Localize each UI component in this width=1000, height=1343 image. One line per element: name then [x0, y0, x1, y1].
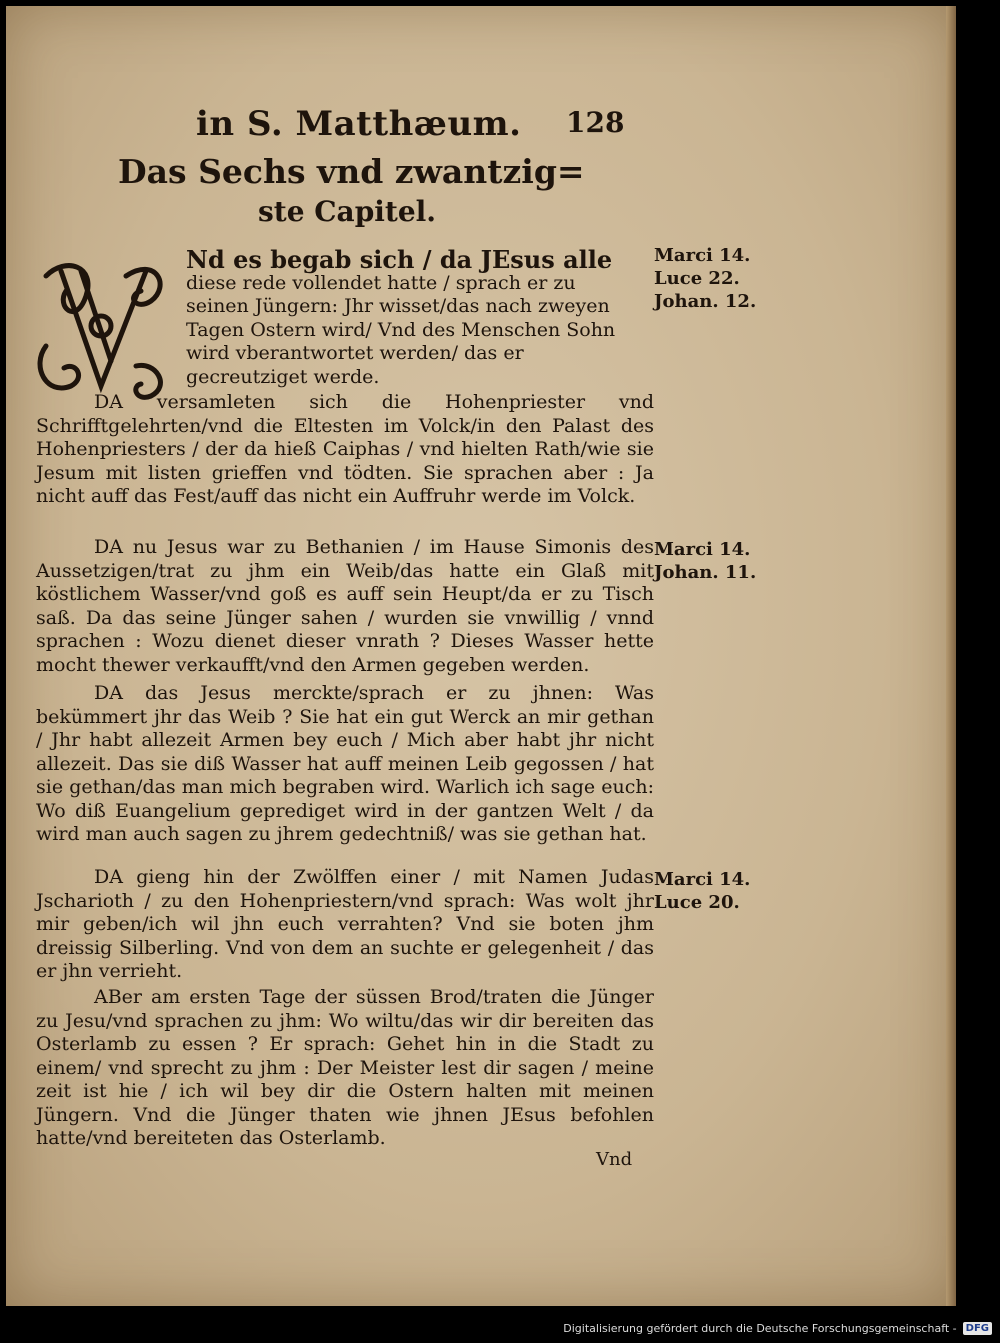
- margin-reference-line: Johan. 12.: [654, 291, 757, 312]
- running-head: in S. Matthæum.: [196, 104, 522, 144]
- paragraph: [36, 682, 654, 847]
- opening-paragraph: [186, 245, 626, 389]
- margin-reference-line: Johan. 11.: [654, 562, 757, 583]
- margin-reference: [654, 868, 750, 914]
- digitization-footer: [563, 1317, 992, 1339]
- paragraph-text: DA das Jesus merckte/sprach er zu jhnen: Was bekümmert jhr das Weib ? Sie hat ein gut Werck an mir gethan / Jhr habt allezeit Armen bey euch / Mich aber habt jhr nicht allezeit. Das sie diß Wasser hat auff meinen Leib gegossen / hat sie gethan/das man mich begraben wird. Warlich ich sage euch: Wo diß Euangelium geprediget wird in der gantzen Welt / da wird man auch sagen zu jhrem gedechtniß/ was sie gethan hat.: [36, 682, 654, 845]
- scanned-page: [6, 6, 956, 1306]
- paragraph-text: DA nu Jesus war zu Bethanien / im Hause Simonis des Aussetzigen/trat zu jhm ein Weib/das hatte ein Glaß mit köstlichem Wasser/vnd goß es auff sein Heupt/da er zu Tisch saß. Da das seine Jünger sahen / wurden sie vnwillig / vnnd sprachen : Wozu dienet dieser vnrath ? Dieses Wasser hette mocht thewer verkaufft/vnd den Armen gegeben werden.: [36, 536, 654, 676]
- margin-reference-line: Luce 20.: [654, 892, 740, 913]
- initial-ornament-icon: [26, 246, 176, 406]
- opening-line: Nd es begab sich / da JEsus alle: [186, 245, 613, 274]
- margin-reference-line: Marci 14.: [654, 539, 751, 560]
- margin-reference: [654, 244, 756, 313]
- margin-reference-line: Marci 14.: [654, 869, 751, 890]
- catchword: Vnd: [596, 1149, 633, 1170]
- paragraph-text: ABer am ersten Tage der süssen Brod/traten die Jünger zu Jesu/vnd sprachen zu jhm: Wo wiltu/das wir dir bereiten das Osterlamb zu essen ? Er sprach: Gehet hin in die Stadt zu einem/ vnd sprecht zu jhm : Der Meister lest dir sagen / meine zeit ist hie / ich wil bey dir die Ostern halten mit meinen Jüngern. Vnd die Jünger thaten wie jhnen JEsus befohlen hatte/vnd bereiteten das Osterlamb.: [36, 986, 654, 1149]
- paragraph-text: DA versamleten sich die Hohenpriester vnd Schrifftgelehrten/vnd die Eltesten im Volck/in den Palast des Hohenpriesters / der da hieß Caiphas / vnd hielten Rath/wie sie Jesum mit listen grieffen vnd tödten. Sie sprachen aber : Ja nicht auff das Fest/auff das nicht ein Auffruhr werde im Volck.: [36, 391, 654, 507]
- chapter-title: [118, 152, 585, 232]
- funding-credit: Digitalisierung gefördert durch die Deutsche Forschungsgemeinschaft -: [563, 1321, 957, 1335]
- paragraph: [36, 391, 654, 509]
- chapter-title-line-1: Das Sechs vnd zwantzig=: [118, 152, 585, 191]
- paragraph: [36, 986, 654, 1151]
- decorated-initial-v: [26, 246, 176, 406]
- margin-reference-line: Luce 22.: [654, 268, 740, 289]
- margin-reference: [654, 538, 756, 584]
- paragraph-text: DA gieng hin der Zwölffen einer / mit Namen Judas Jscharioth / zu den Hohenpriestern/vnd sprach: Was wolt jhr mir geben/ich wil jhn euch verrahten? Vnd sie boten jhm dreissig Silberling. Vnd von dem an suchte er gelegenheit / das er jhn verrieht.: [36, 866, 654, 982]
- dfg-logo: DFG: [963, 1322, 992, 1335]
- paragraph: [36, 866, 654, 984]
- margin-reference-line: Marci 14.: [654, 245, 751, 266]
- folio-number: 128: [566, 106, 625, 139]
- chapter-title-line-2: ste Capitel.: [258, 195, 437, 228]
- opening-text: diese rede vollendet hatte / sprach er zu seinen Jüngern: Jhr wisset/das nach zweyen Tagen Ostern wird/ Vnd des Menschen Sohn wird vberantwortet werden/ das er gecreutziget werde.: [186, 271, 616, 388]
- page-edge: [946, 6, 956, 1306]
- paragraph: [36, 536, 654, 677]
